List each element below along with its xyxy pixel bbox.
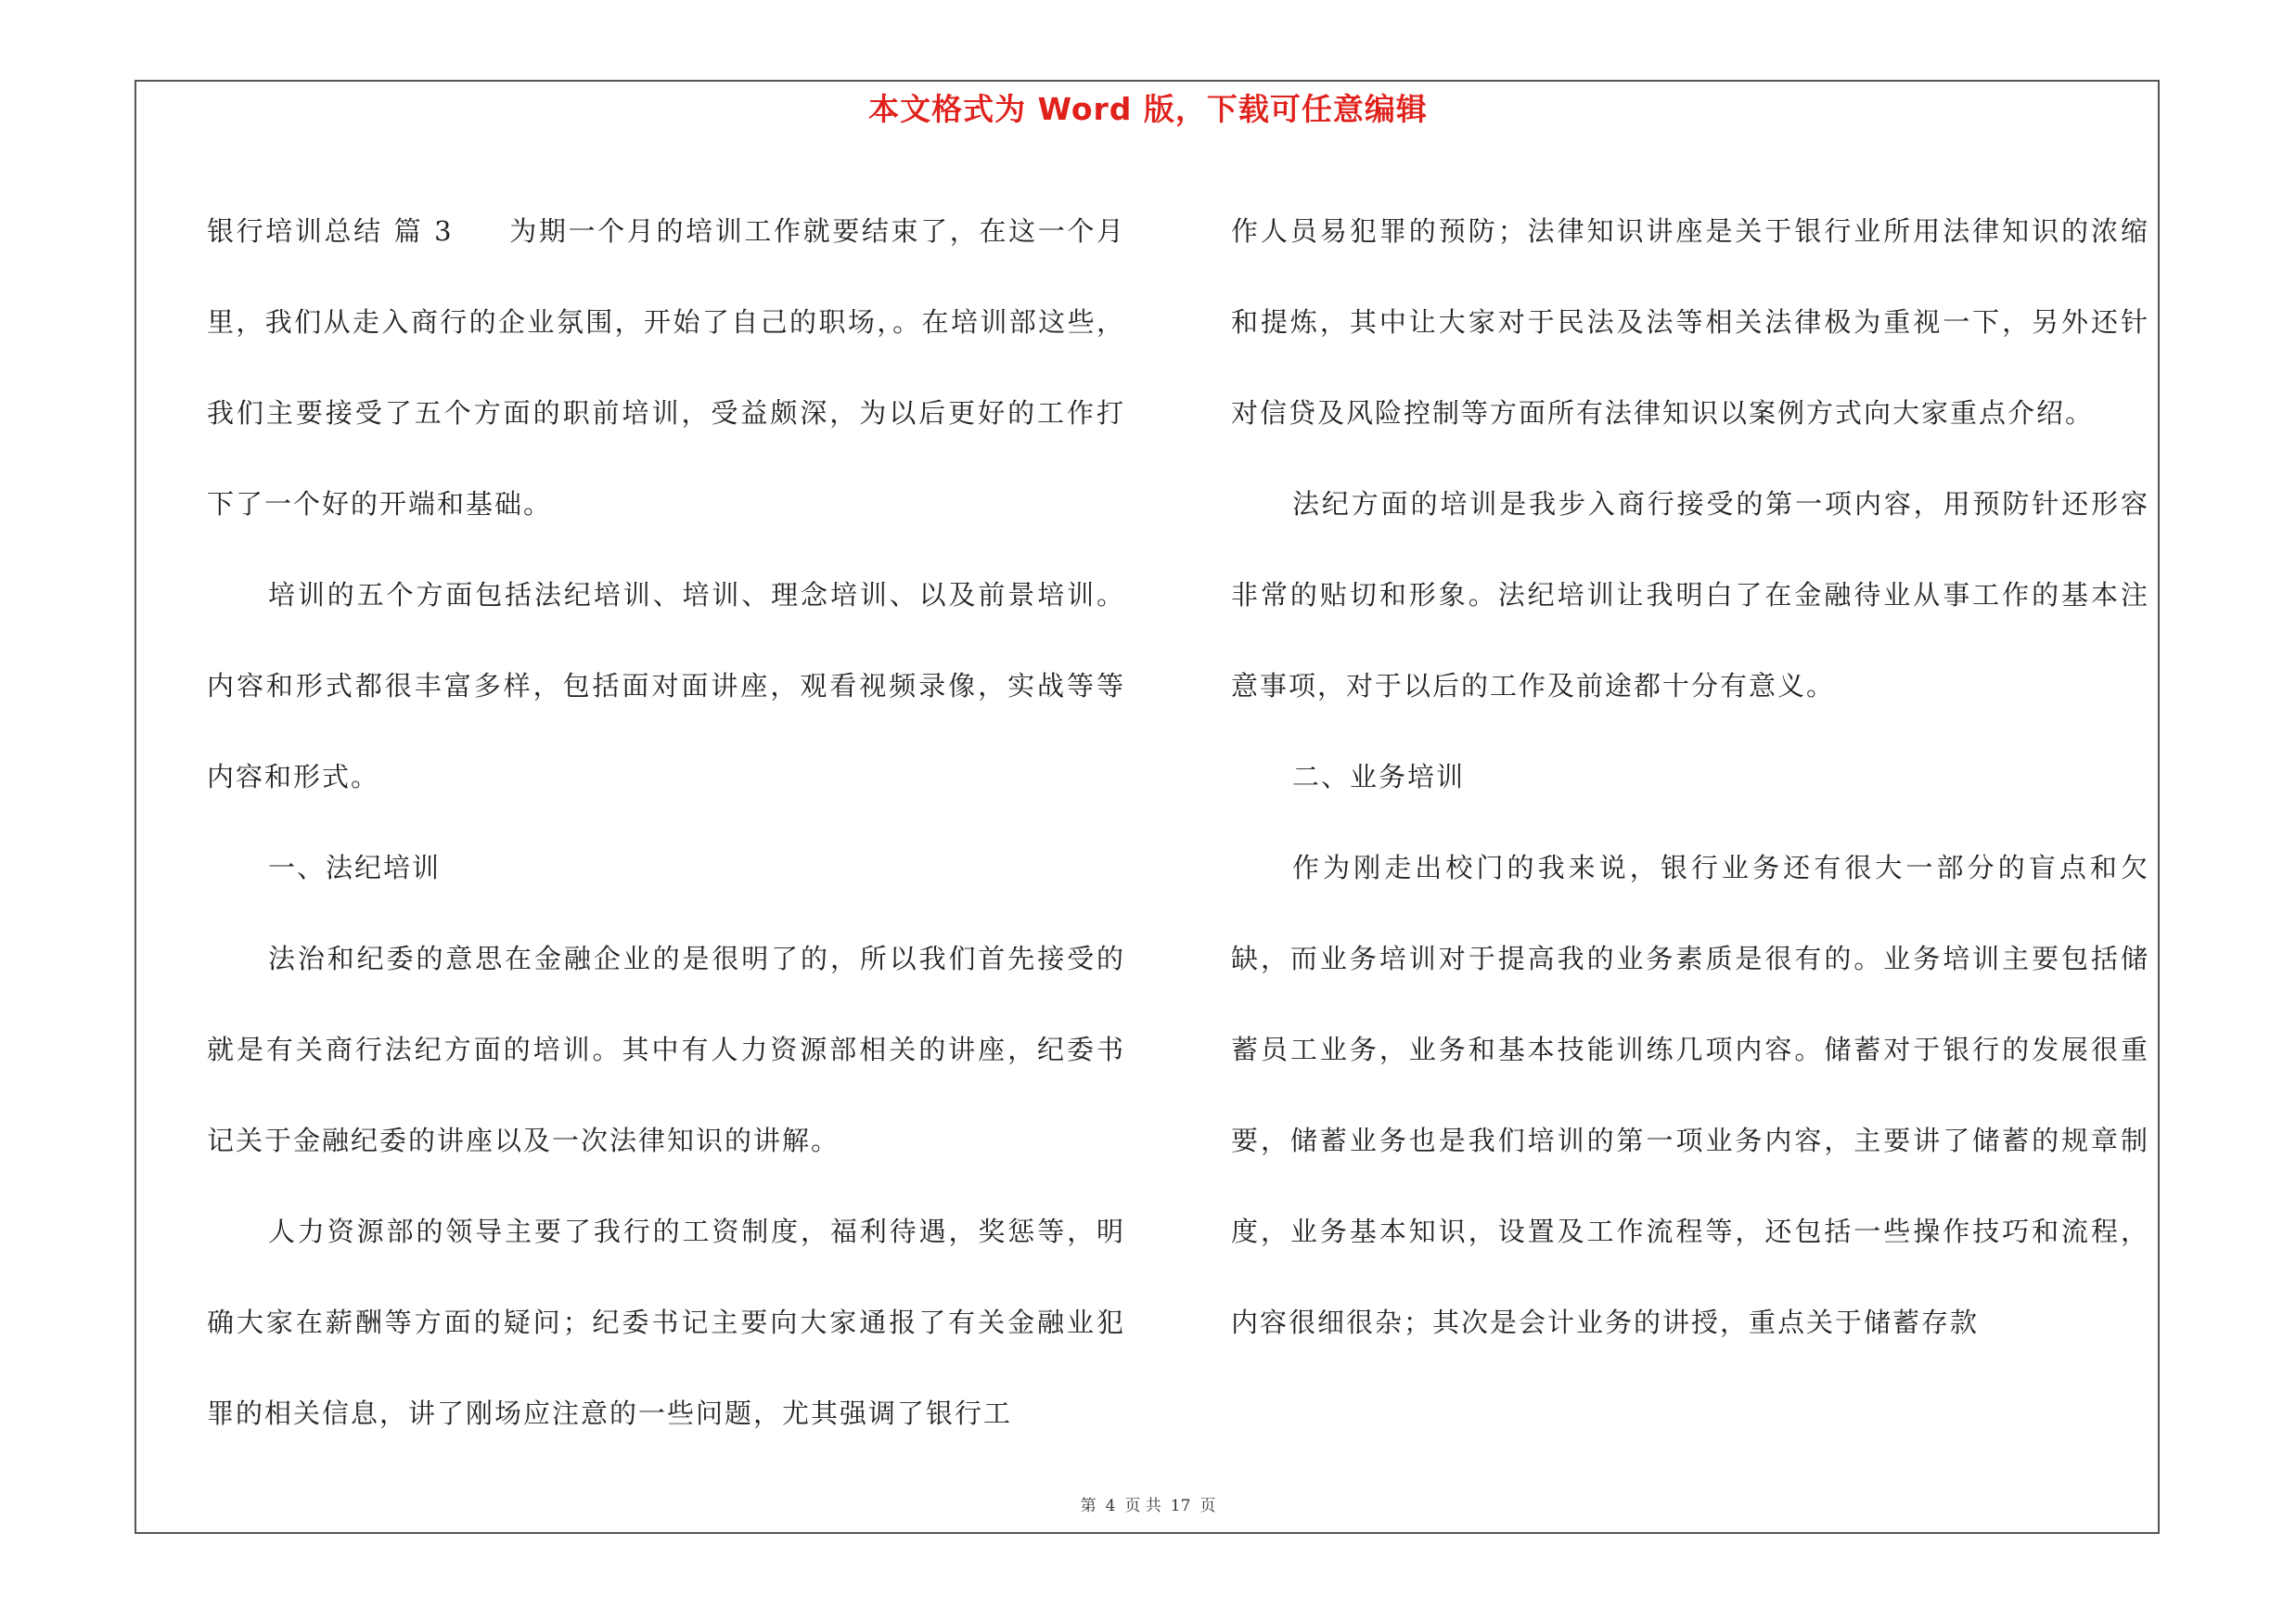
- heading-legal-training: 一、法纪培训: [268, 852, 442, 883]
- footer-prefix: 第: [1080, 1497, 1097, 1515]
- continuation-paragraph: 作人员易犯罪的预防；法律知识讲座是关于银行业所用法律知识的浓缩和提炼，其中让大家对于民法及法等相关法律极为重视一下，另外还针对信贷及风险控制等方面所有法律知识以案例方式向大家重点介绍。: [1231, 215, 2149, 429]
- heading-business-training: 二、业务培训: [1292, 761, 1466, 792]
- intro-text: 为期一个月的培训工作就要结束了，在这一个月里，我们从走入商行的企业氛围，开始了自己的职场，。在培训部这些，我们主要接受了五个方面的职前培训，受益颇深，为以后更好的工作打下了一个好的开端和基础。: [207, 215, 1125, 520]
- page-footer: [0, 1496, 2296, 1516]
- paragraph-legal-discipline: 法治和纪委的意思在金融企业的是很明了的，所以我们首先接受的就是有关商行法纪方面的培训。其中有人力资源部相关的讲座，纪委书记关于金融纪委的讲座以及一次法律知识的讲解。: [207, 943, 1125, 1156]
- section-title: 银行培训总结 篇 3: [207, 215, 454, 247]
- paragraph-business-training: 作为刚走出校门的我来说，银行业务还有很大一部分的盲点和欠缺，而业务培训对于提高我的业务素质是很有的。业务培训主要包括储蓄员工业务，业务和基本技能训练几项内容。储蓄对于银行的发展很重要，储蓄业务也是我们培训的第一项业务内容，主要讲了储蓄的规章制度，业务基本知识，设置及工作流程等，还包括一些操作技巧和流程，内容很细很杂；其次是会计业务的讲授，重点关于储蓄存款: [1231, 852, 2149, 1338]
- footer-current-page: 4: [1105, 1497, 1116, 1515]
- right-column: [1231, 186, 2149, 1368]
- footer-middle: 页 共: [1124, 1497, 1161, 1515]
- paragraph-legal-summary: 法纪方面的培训是我步入商行接受的第一项内容，用预防针还形容非常的贴切和形象。法纪培训让我明白了在金融待业从事工作的基本注意事项，对于以后的工作及前途都十分有意义。: [1231, 488, 2149, 702]
- paragraph-hr-department: 人力资源部的领导主要了我行的工资制度，福利待遇，奖惩等，明确大家在薪酬等方面的疑问；纪委书记主要向大家通报了有关金融业犯罪的相关信息，讲了刚场应注意的一些问题，尤其强调了银行工: [207, 1216, 1125, 1429]
- paragraph-five-aspects: 培训的五个方面包括法纪培训、培训、理念培训、以及前景培训。内容和形式都很丰富多样，包括面对面讲座，观看视频录像，实战等等内容和形式。: [207, 579, 1125, 792]
- footer-suffix: 页: [1199, 1497, 1216, 1515]
- left-column: [207, 186, 1125, 1459]
- format-notice-banner: 本文格式为 Word 版，下载可任意编辑: [868, 91, 1428, 127]
- footer-total-pages: 17: [1170, 1497, 1191, 1515]
- intro-paragraph: [207, 186, 1125, 549]
